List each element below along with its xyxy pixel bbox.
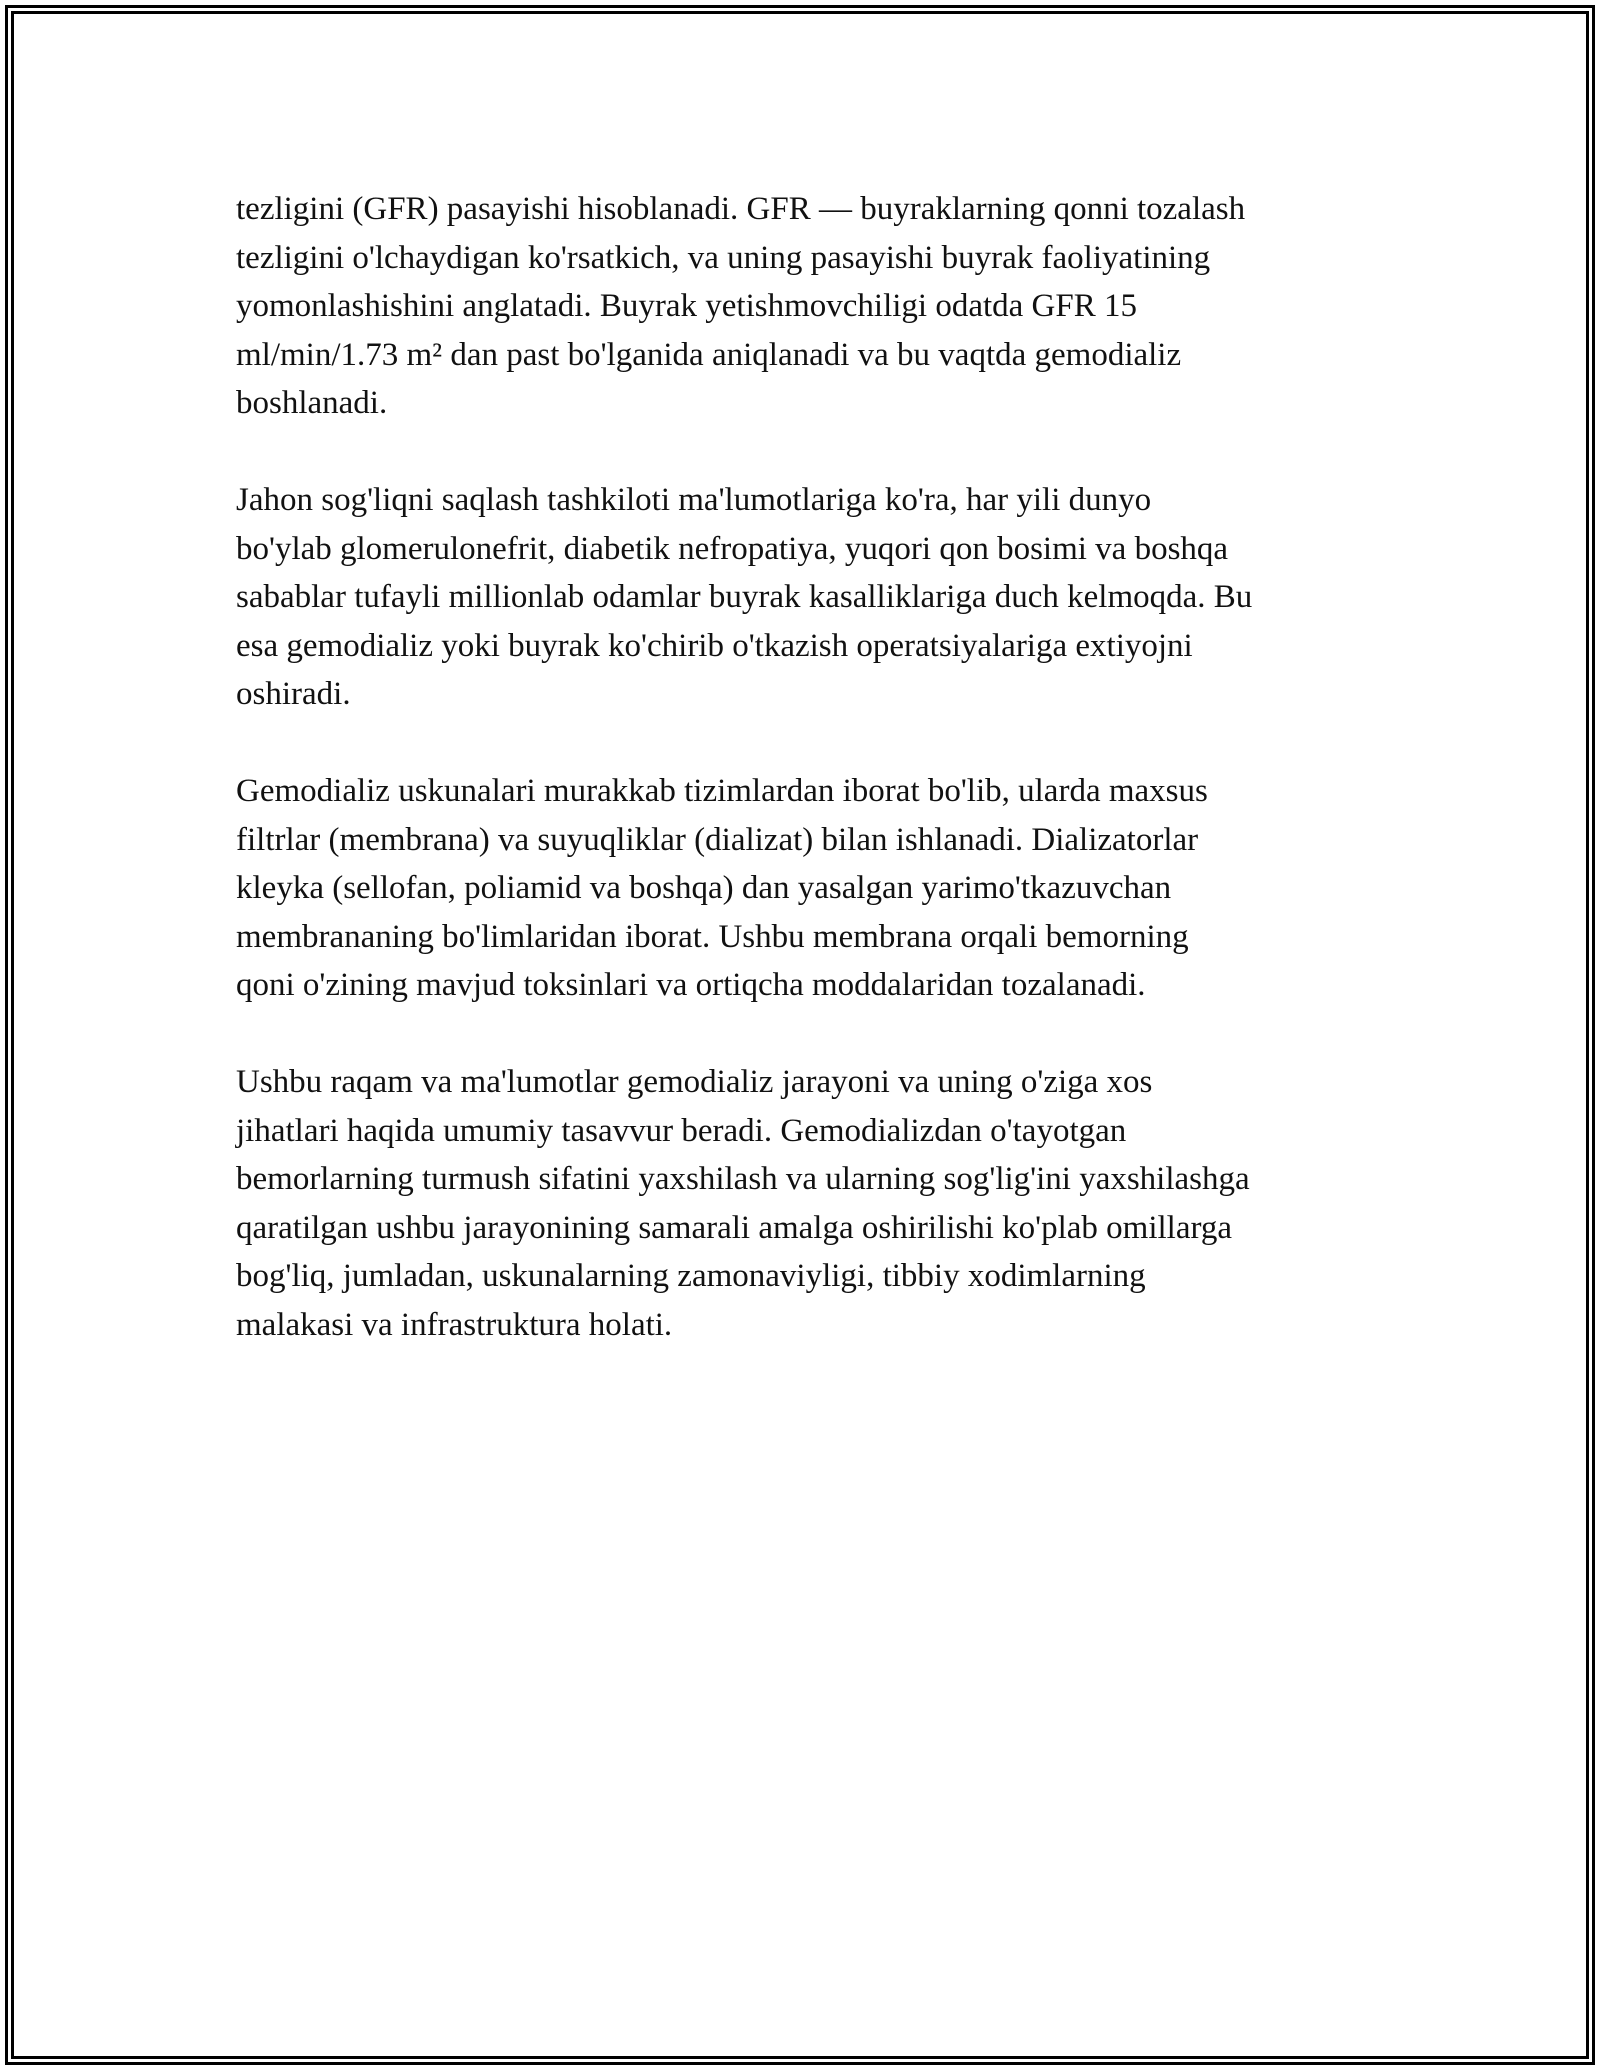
document-body: [236, 185, 1376, 1398]
paragraph-gfr: tezligini (GFR) pasayishi hisoblanadi. GFR — buyraklarning qonni tozalash tezligini o'lchaydigan ko'rsatkich, va uning pasayishi buyrak faoliyatining yomonlashishini anglatadi. Buyrak yetishmovchiligi odatda GFR 15 ml/min/1.73 m² dan past bo'lganida aniqlanadi va bu vaqtda gemodializ boshlanadi.: [236, 191, 1246, 421]
paragraph-summary: Ushbu raqam va ma'lumotlar gemodializ jarayoni va uning o'ziga xos jihatlari haqida umumiy tasavvur beradi. Gemodializdan o'tayotgan bemorlarning turmush sifatini yaxshilash va ularning sog'lig'ini yaxshilashga qaratilgan ushbu jarayonining samarali amalga oshirilishi ko'plab omillarga bog'liq, jumladan, uskunalarning zamonaviyligi, tibbiy xodimlarning malakasi va infrastruktura holati.: [236, 1064, 1250, 1343]
paragraph-hemodialysis-equipment: Gemodializ uskunalari murakkab tizimlardan iborat bo'lib, ularda maxsus filtrlar (membrana) va suyuqliklar (dializat) bilan ishlanadi. Dializatorlar kleyka (sellofan, poliamid va boshqa) dan yasalgan yarimo'tkazuvchan membrananing bo'limlaridan iborat. Ushbu membrana orqali bemorning qoni o'zining mavjud toksinlari va ortiqcha moddalaridan tozalanadi.: [236, 773, 1208, 1003]
paragraph-who-statistics: Jahon sog'liqni saqlash tashkiloti ma'lumotlariga ko'ra, har yili dunyo bo'ylab glomerulonefrit, diabetik nefropatiya, yuqori qon bosimi va boshqa sabablar tufayli millionlab odamlar buyrak kasalliklariga duch kelmoqda. Bu esa gemodializ yoki buyrak ko'chirib o'tkazish operatsiyalariga extiyojni oshiradi.: [236, 482, 1253, 712]
